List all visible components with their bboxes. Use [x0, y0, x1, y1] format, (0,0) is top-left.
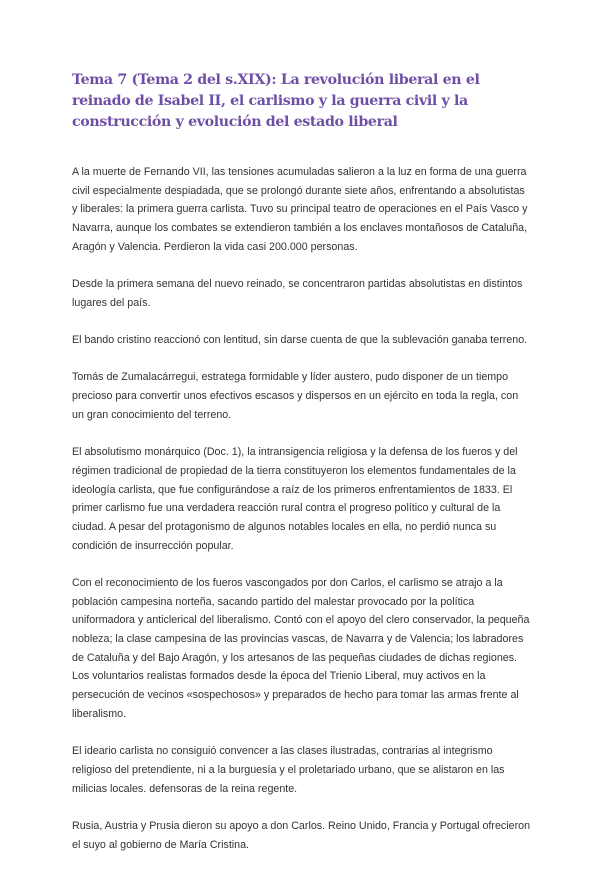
- document-title: Tema 7 (Tema 2 del s.XIX): La revolución liberal en el reinado de Isabel II, el carlismo y la guerra civil y la construcción y evolución del estado liberal: [72, 72, 480, 130]
- paragraph: Con el reconocimiento de los fueros vascongados por don Carlos, el carlismo se atrajo a la población campesina norteña, sacando partido del malestar provocado por la política uniformadora y anticlerical del liberalismo. Contó con el apoyo del clero conservador, la pequeña nobleza; la clase campesina de las provincias vascas, de Navarra y de Valencia; los labradores de Cataluña y del Bajo Aragón, y los artesanos de las pequeñas ciudades de dichas regiones. Los voluntarios realistas formados desde la época del Trienio Liberal, muy activos en la persecución de vecinos «sospechosos» y preparados de hecho para tomar las armas frente al liberalismo.: [72, 576, 530, 720]
- document-body: [72, 163, 532, 873]
- paragraph: El bando cristino reaccionó con lentitud, sin darse cuenta de que la sublevación ganaba terreno.: [72, 334, 528, 347]
- paragraph: Rusia, Austria y Prusia dieron su apoyo a don Carlos. Reino Unido, Francia y Portugal ofrecieron el suyo al gobierno de María Cristina.: [72, 819, 531, 851]
- paragraph: El absolutismo monárquico (Doc. 1), la intransigencia religiosa y la defensa de los fueros y del régimen tradicional de propiedad de la tierra constituyeron los elementos fundamentales de la ideología carlista, que fue configurándose a raíz de los primeros enfrentamientos de 1833. El primer carlismo fue una verdadera reacción rural contra el progreso político y cultural de la ciudad. A pesar del protagonismo de algunos notables locales en ella, no perdió nunca su condición de insurrección popular.: [72, 446, 518, 552]
- paragraph: Desde la primera semana del nuevo reinado, se concentraron partidas absolutistas en distintos lugares del país.: [72, 278, 523, 309]
- paragraph: El ideario carlista no consiguió convencer a las clases ilustradas, contrarias al integrismo religioso del pretendiente, ni a la burguesía y el proletariado urbano, que se alistaron en las milicias locales. defensoras de la reina regente.: [72, 745, 505, 795]
- paragraph: Tomás de Zumalacárregui, estratega formidable y líder austero, pudo disponer de un tiempo precioso para convertir unos efectivos escasos y dispersos en un ejército en toda la regla, con un gran conocimiento del terreno.: [72, 371, 519, 421]
- paragraph: A la muerte de Fernando VII, las tensiones acumuladas salieron a la luz en forma de una guerra civil especialmente despiadada, que se prolongó durante siete años, enfrentando a absolutistas y liberales: la primera guerra carlista. Tuvo su principal teatro de operaciones en el País Vasco y Navarra, aunque los combates se extendieron también a los enclaves montañosos de Cataluña, Aragón y Valencia. Perdieron la vida casi 200.000 personas.: [72, 166, 528, 253]
